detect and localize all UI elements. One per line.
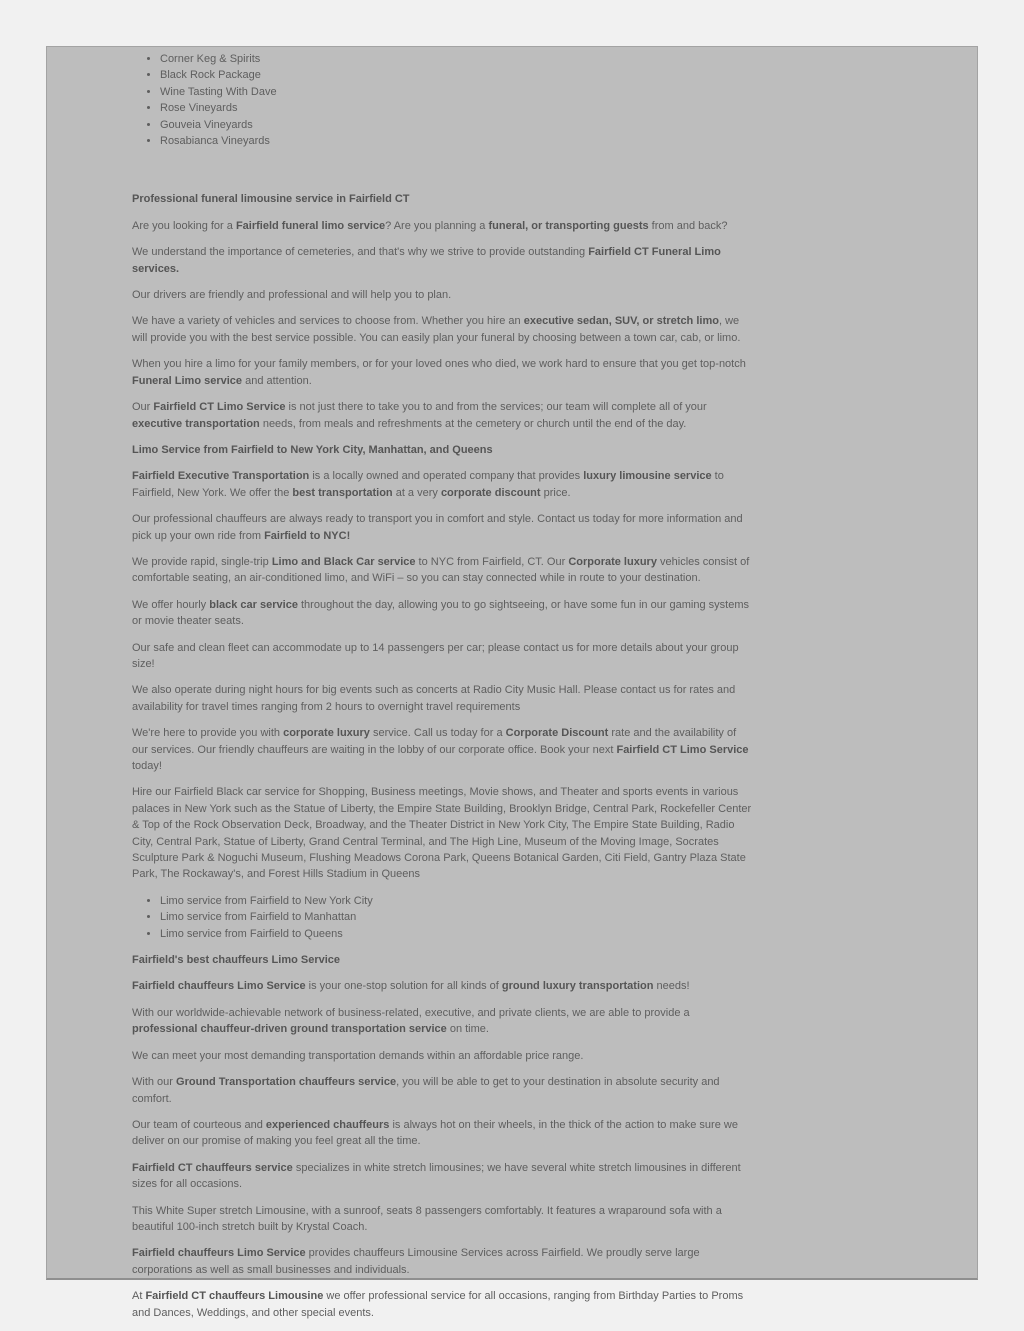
list-item: • Black Rock Package — [160, 67, 754, 83]
paragraph: Our professional chauffeurs are always ready to transport you in comfort and style. Contact us today for more information and pick up your own ride from Fairfield to NYC! — [132, 513, 743, 542]
nyc-heading: Limo Service from Fairfield to New York City, Manhattan, and Queens — [132, 443, 493, 456]
paragraph: We have a variety of vehicles and services to choose from. Whether you hire an executive sedan, SUV, or stretch limo, we will provide you with the best service possible. You can easily plan your funeral by choosing between a town car, cab, or limo. — [132, 315, 741, 344]
paragraph: Fairfield chauffeurs Limo Service is your one-stop solution for all kinds of ground luxury transportation needs! — [132, 980, 690, 993]
paragraph: We're here to provide you with corporate luxury service. Call us today for a Corporate Discount rate and the availability of our services. Our friendly chauffeurs are waiting in the lobby of our corporate office. Book your next Fairfield CT Limo Service today! — [132, 727, 749, 772]
venue-list — [132, 51, 754, 149]
paragraph: With our worldwide-achievable network of business-related, executive, and private clients, we are able to provide a professional chauffeur-driven ground transportation service on time. — [132, 1006, 690, 1036]
list-item: • Limo service from Fairfield to New York City — [160, 893, 754, 909]
paragraph: We can meet your most demanding transportation demands within an affordable price range. — [132, 1049, 584, 1062]
paragraph: At Fairfield CT chauffeurs Limousine we offer professional service for all occasions, ranging from Birthday Parties to Proms and Dances, Weddings, and other special events. — [132, 1290, 744, 1319]
article-content — [132, 47, 754, 1331]
paragraph: Our team of courteous and experienced chauffeurs is always hot on their wheels, in the thick of the action to make sure we deliver on our promise of making you feel great all the time. — [132, 1118, 738, 1148]
paragraph: Fairfield chauffeurs Limo Service provides chauffeurs Limousine Services across Fairfield. We proudly serve large corporations as well as small businesses and individuals. — [132, 1247, 700, 1276]
list-item: • Gouveia Vineyards — [160, 117, 754, 133]
paragraph: We offer hourly black car service throughout the day, allowing you to go sightseeing, or have some fun in our gaming systems or movie theater seats. — [132, 598, 749, 628]
list-item: • Rosabianca Vineyards — [160, 133, 754, 149]
paragraph: This White Super stretch Limousine, with a sunroof, seats 8 passengers comfortably. It features a wraparound sofa with a beautiful 100-inch stretch built by Krystal Coach. — [132, 1204, 722, 1233]
paragraph: Hire our Fairfield Black car service for Shopping, Business meetings, Movie shows, and Theater and sports events in various palaces in New York such as the Statue of Liberty, the Empire State Building, Brooklyn Bridge, Central Park, Rockefeller Center & Top of the Rock Observation Deck, Broadway, and the Theater District in New York City, The Empire State Building, Radio City, Central Park, Statue of Liberty, Grand Central Terminal, and The High Line, Museum of the Moving Image, Socrates Sculpture Park & Noguchi Museum, Flushing Meadows Corona Park, Queens Botanical Garden, Citi Field, Gantry Plaza State Park, The Rockaway's, and Forest Hills Stadium in Queens — [132, 786, 752, 881]
funeral-heading: Professional funeral limousine service in Fairfield CT — [132, 193, 410, 206]
paragraph: We provide rapid, single-trip Limo and Black Car service to NYC from Fairfield, CT. Our Corporate luxury vehicles consist of comfortable seating, an air-conditioned limo, and WiFi – so you can stay connected while in route to your destination. — [132, 555, 750, 585]
paragraph: Are you looking for a Fairfield funeral limo service? Are you planning a funeral, or transporting guests from and back? — [132, 219, 728, 232]
paragraph: We also operate during night hours for big events such as concerts at Radio City Music Hall. Please contact us for rates and availability for travel times ranging from 2 hours to overnight travel requirements — [132, 684, 736, 713]
paragraph: When you hire a limo for your family members, or for your loved ones who died, we work hard to ensure that you get top-notch Funeral Limo service and attention. — [132, 358, 746, 387]
paragraph: Our drivers are friendly and professional and will help you to plan. — [132, 289, 452, 302]
list-item: • Limo service from Fairfield to Queens — [160, 926, 754, 942]
paragraph: Fairfield CT chauffeurs service specializes in white stretch limousines; we have several white stretch limousines in different sizes for all occasions. — [132, 1161, 741, 1191]
list-item: • Rose Vineyards — [160, 100, 754, 116]
list-item: • Limo service from Fairfield to Manhattan — [160, 909, 754, 925]
route-list — [132, 893, 754, 942]
paragraph: With our Ground Transportation chauffeurs service, you will be able to get to your destination in absolute security and comfort. — [132, 1076, 720, 1105]
chauffeur-heading: Fairfield's best chauffeurs Limo Service — [132, 954, 341, 967]
paragraph: Our Fairfield CT Limo Service is not just there to take you to and from the services; our team will complete all of your executive transportation needs, from meals and refreshments at the cemetery or church until the end of the day. — [132, 401, 707, 430]
paragraph: We understand the importance of cemeteries, and that's why we strive to provide outstanding Fairfield CT Funeral Limo services. — [132, 246, 721, 275]
paragraph: Our safe and clean fleet can accommodate up to 14 passengers per car; please contact us for more details about your group size! — [132, 641, 739, 670]
document-page — [46, 46, 978, 1319]
list-item: • Wine Tasting With Dave — [160, 84, 754, 100]
paragraph: Fairfield Executive Transportation is a locally owned and operated company that provides luxury limousine service to Fairfield, New York. We offer the best transportation at a very corporate discount price. — [132, 470, 724, 499]
list-item: • Corner Keg & Spirits — [160, 51, 754, 67]
